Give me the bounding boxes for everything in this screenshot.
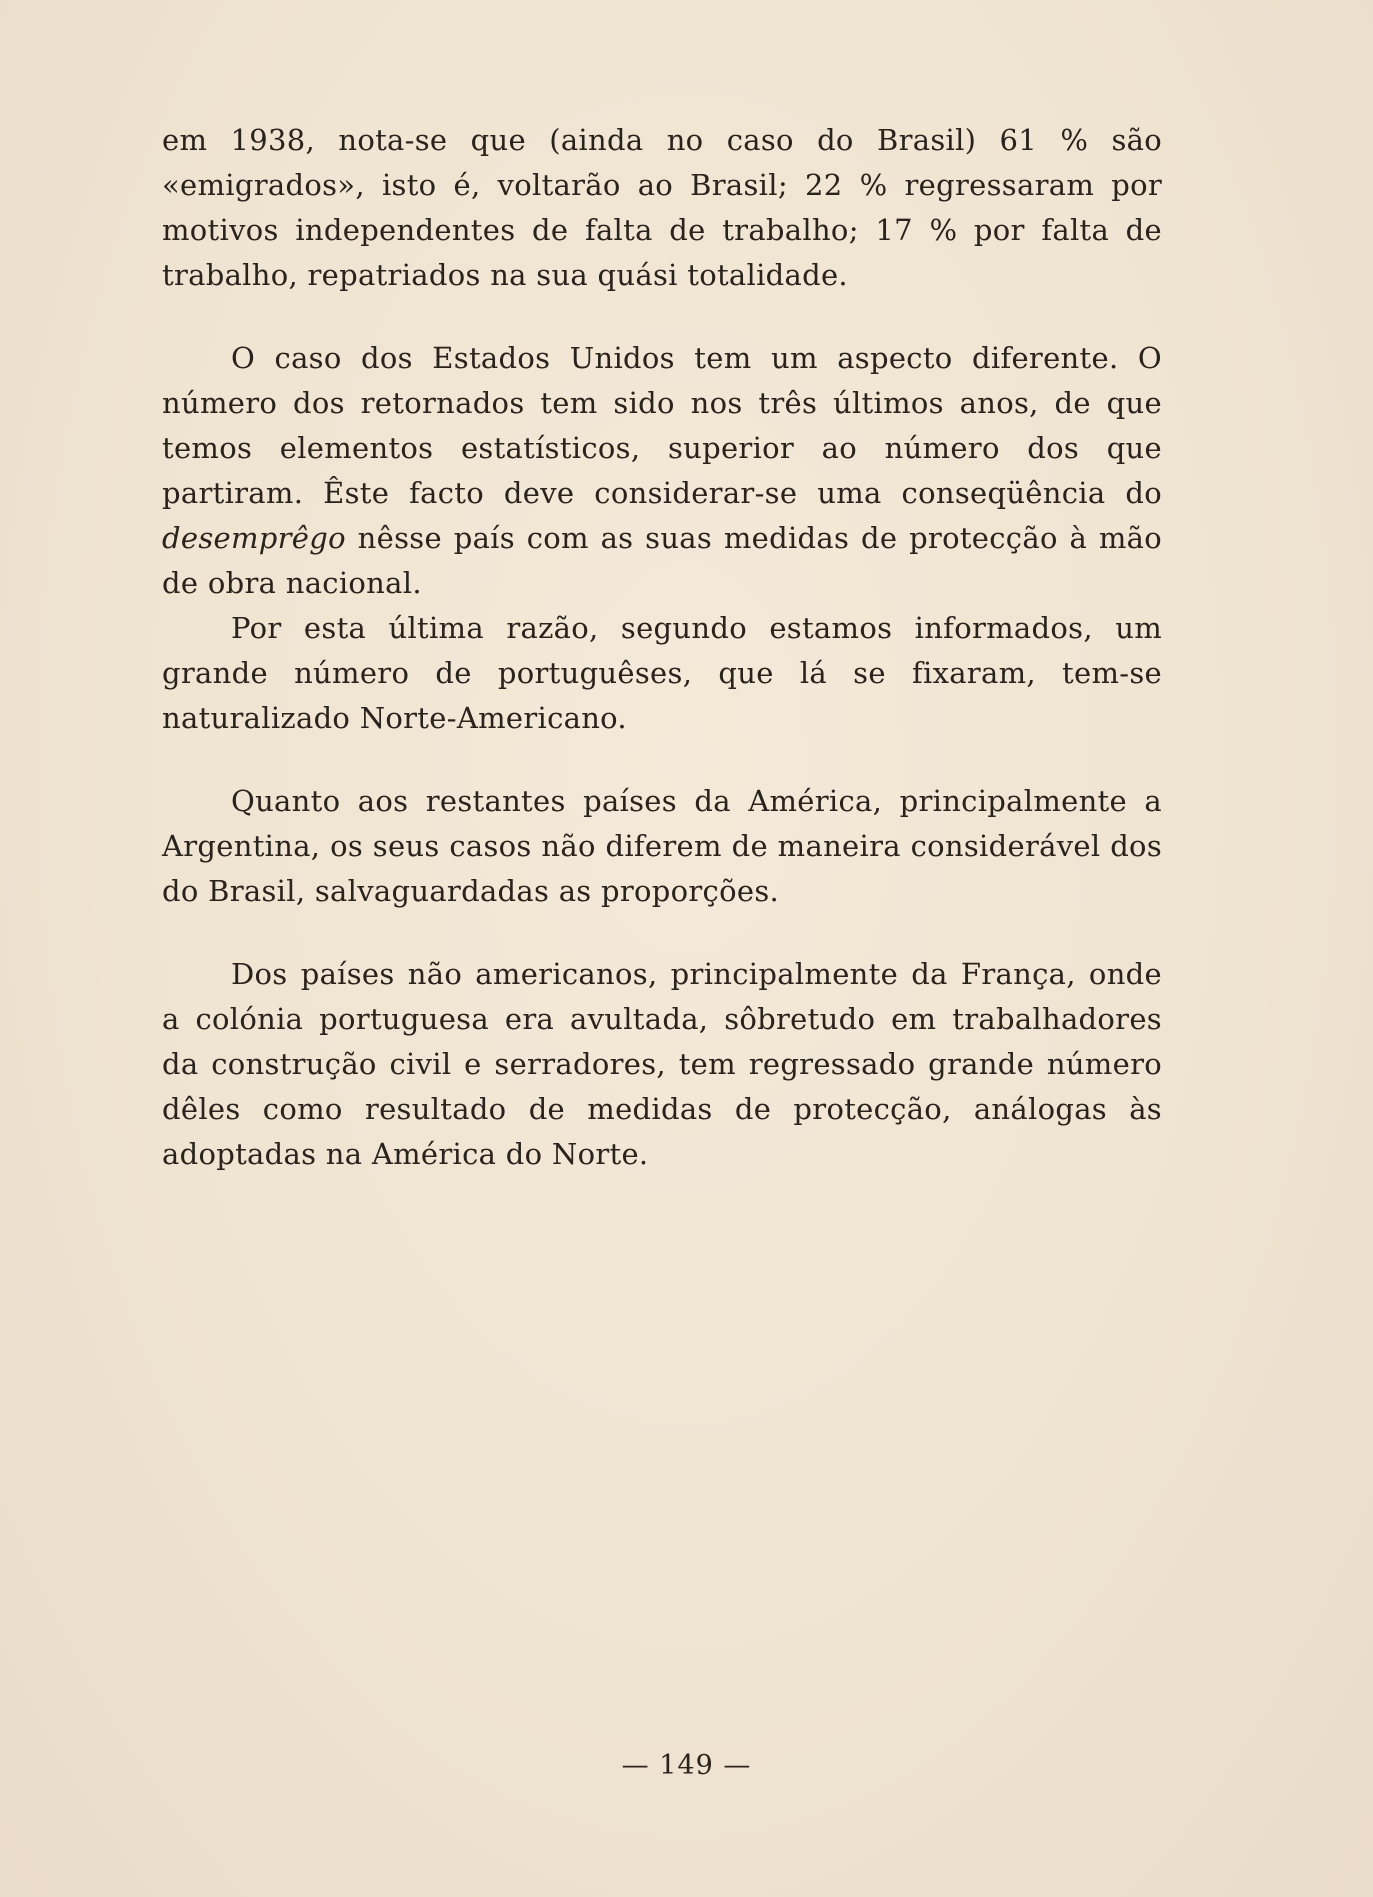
- body-text: [162, 118, 1162, 1177]
- paragraph-5: Dos países não americanos, principalmente da França, onde a colónia portuguesa era avultada, sôbretudo em trabalhadores da construção civil e serradores, tem regressado grande número dêles como resultado de medidas de protecção, análogas às adoptadas na América do Norte.: [162, 957, 1162, 1171]
- page-number: — 149 —: [621, 1750, 752, 1781]
- paragraph-4: Quanto aos restantes países da América, principalmente a Argentina, os seus casos não diferem de maneira considerável dos do Brasil, salvaguardadas as proporções.: [162, 784, 1162, 908]
- paragraph-2-text-before: O caso dos Estados Unidos tem um aspecto diferente. O número dos retornados tem sido nos três últimos anos, de que temos elementos estatísticos, superior ao número dos que partiram. Êste facto deve considerar-se uma conseqüência do: [162, 341, 1162, 510]
- paragraph-1: em 1938, nota-se que (ainda no caso do Brasil) 61 % são «emigrados», isto é, voltarão ao Brasil; 22 % regressaram por motivos independentes de falta de trabalho; 17 % por falta de trabalho, repatriados na sua quási totalidade.: [162, 123, 1162, 292]
- paragraph-2-emphasis: desemprêgo: [162, 521, 346, 555]
- paragraph-2: [162, 336, 1162, 606]
- paragraph-3: Por esta última razão, segundo estamos informados, um grande número de portuguêses, que lá se fixaram, tem-se naturalizado Norte-Americano.: [162, 611, 1162, 735]
- paragraph-gap: [162, 298, 1162, 336]
- paragraph-gap: [162, 914, 1162, 952]
- paragraph-2-text-after: nêsse país com as suas medidas de protecção à mão de obra nacional.: [162, 521, 1162, 600]
- paragraph-gap: [162, 741, 1162, 779]
